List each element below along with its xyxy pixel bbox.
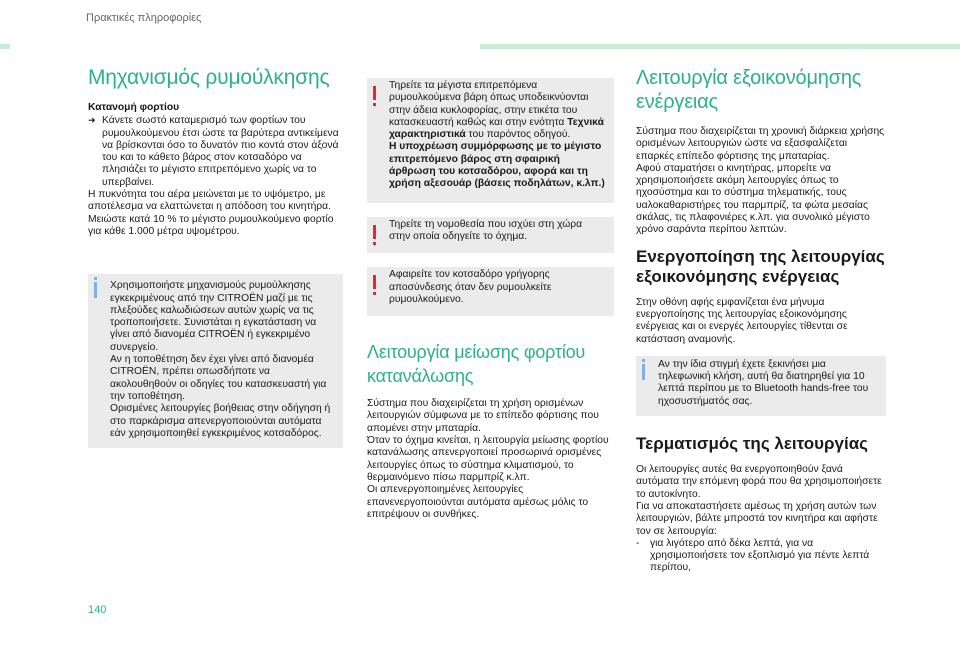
exit-heading: Τερματισμός της λειτουργίας bbox=[636, 434, 869, 454]
warning-box-weights bbox=[367, 78, 614, 203]
warn1-text1: Τηρείτε τα μέγιστα επιτρεπόμενα ρυμουλκούμενα βάρη όπως υποδεικνύονται στην άδεια κυκλοφορίας, στην ετικέτα του κατασκευαστή καθώς και στην ενότητα bbox=[389, 80, 589, 128]
info-box-call bbox=[636, 356, 886, 416]
activation-heading: Ενεργοποίηση της λειτουργίας εξοικονόμησης ενέργειας bbox=[636, 246, 885, 286]
info-p3: Ορισμένες λειτουργίες βοήθειας στην οδήγηση ή στο παρκάρισμα απενεργοποιούνται αυτόματα εάν χρησιμοποιηθεί εγκεκριμένος κοτσαδόρος. bbox=[110, 403, 331, 439]
warning-icon bbox=[373, 86, 376, 100]
load-shedding-p1: Σύστημα που διαχειρίζεται τη χρήση ορισμένων λειτουργιών σύμφωνα με το επίπεδο φόρτισης που απομένει στην μπαταρία. bbox=[367, 398, 599, 434]
exit-list-text: για λιγότερο από δέκα λεπτά, για να χρησιμοποιήσετε τον εξοπλισμό για πέντε λεπτά περίπου, bbox=[650, 537, 870, 574]
header-rule-left bbox=[0, 44, 10, 49]
load-shedding-p2: Όταν το όχημα κινείται, η λειτουργία μείωσης φορτίου κατανάλωσης απενεργοποιεί προσωρινά ορισμένες λειτουργίες όπως το σύστημα κλιματισμού, το θερμαινόμενο πίσω παρμπρίζ κ.λπ. bbox=[367, 435, 609, 483]
warning-box-legislation bbox=[367, 217, 614, 254]
warn1-text2: του παρόντος οδηγού. bbox=[465, 129, 571, 141]
info-p2: Αν η τοποθέτηση δεν έχει γίνει από διανομέα CITROËN, πρέπει οπωσδήποτε να ακολουθηθούν οι οδηγίες του κατασκευαστή για την τοποθέτηση. bbox=[110, 354, 327, 402]
section-header: Πρακτικές πληροφορίες bbox=[86, 12, 202, 24]
warning-box-towbar bbox=[367, 267, 614, 316]
dash-bullet: - bbox=[636, 537, 640, 549]
load-bullet-text: Κάνετε σωστό καταμερισμό των φορτίων του ρυμουλκούμενου έτσι ώστε τα βαρύτερα αντικείμενα να βρίσκονται όσο το δυνατόν πιο κοντά στον άξονά του και το κάθετο βάρος στον κοτσαδόρο να πλησιάζει το μέγιστο επιτρεπόμενο χωρίς να το υπερβαίνει. bbox=[102, 115, 339, 188]
column-warnings bbox=[367, 78, 614, 521]
energy-p2: Αφού σταματήσει ο κινητήρας, μπορείτε να χρησιμοποιήσετε ακόμη λειτουργίες όπως το ηχοσύστημα και το σύστημα τηλεματικής, τους υαλοκαθαριστήρες του παρμπρίζ, τα φώτα μεσαίας σκάλας, τις πλαφονιέρες κ.λπ. για συνολικό μέγιστο χρόνο σαράντα περίπου λεπτών. bbox=[636, 162, 870, 236]
column-towing bbox=[88, 66, 343, 448]
towing-title: Μηχανισμός ρυμούλκησης bbox=[88, 66, 330, 89]
load-shedding-p3: Οι απενεργοποιημένες λειτουργίες επανενεργοποιούνται αυτόματα αμέσως μόλις το επιτρέψουν οι συνθήκες. bbox=[367, 484, 589, 520]
warn1-bold-para: Η υποχρέωση συμμόρφωσης με το μέγιστο επιτρεπόμενο βάρος στη σφαιρική άρθρωση του κοτσαδόρου, αφορά και τη χρήση αξεσουάρ (βάσεις ποδηλάτων, κ.λπ.) bbox=[389, 141, 605, 190]
activation-p: Στην οθόνη αφής εμφανίζεται ένα μήνυμα ενεργοποίησης της λειτουργίας εξοικονόμησης ενέργειας και οι ενεργές λειτουργίες τίθενται σε κατάσταση αναμονής. bbox=[636, 296, 848, 345]
info-icon bbox=[94, 282, 97, 298]
load-distribution-subtitle: Κατανομή φορτίου bbox=[88, 102, 180, 113]
exit-p1: Οι λειτουργίες αυτές θα ενεργοποιηθούν ξανά αυτόματα την επόμενη φορά που θα χρησιμοποιήσετε το αυτοκίνητο. bbox=[636, 464, 882, 500]
load-bullet bbox=[88, 114, 343, 189]
warning-icon bbox=[373, 275, 376, 289]
energy-economy-title: Λειτουργία εξοικονόμησης ενέργειας bbox=[636, 67, 862, 113]
page-number: 140 bbox=[88, 604, 107, 616]
header-rule bbox=[480, 44, 960, 49]
exit-p2: Για να αποκαταστήσετε αμέσως τη χρήση αυτών των λειτουργιών, βάλτε μπροστά τον κινητήρα και αφήστε τον σε λειτουργία: bbox=[636, 500, 878, 537]
info-p1: Χρησιμοποιήστε μηχανισμούς ρυμούλκησης εγκεκριμένους από την CITROËN μαζί με τις πλεξούδες καλωδιώσεων αυτών χωρίς να τις τροποποιήσετε. Συνιστάται η εγκατάσταση να γίνει από διανομέα CITROËN ή εγκεκριμένο συνεργείο. bbox=[110, 280, 317, 353]
air-density-paragraph: Η πυκνότητα του αέρα μειώνεται με το υψόμετρο, με αποτέλεσμα να ελαττώνεται η απόδοση του κινητήρα. Μειώστε κατά 10 % το μέγιστο ρυμουλκούμενο φορτίο για κάθε 1.000 μέτρα υψομέτρου. bbox=[88, 189, 334, 237]
arrow-bullet-icon: ➜ bbox=[88, 115, 96, 126]
warning-towbar-text: Αφαιρείτε τον κοτσαδόρο γρήγορης αποσύνδεσης όταν δεν ρυμουλκείτε ρυμουλκούμενο. bbox=[389, 269, 552, 305]
warning-weights-text bbox=[389, 80, 606, 141]
column-energy-economy bbox=[636, 66, 886, 575]
warn1-bold-link: Τεχνικά χαρακτηριστικά bbox=[389, 116, 604, 141]
energy-p1: Σύστημα που διαχειρίζεται τη χρονική διάρκεια χρήσης ορισμένων λειτουργιών ώστε να εξασφαλίζεται επαρκές επίπεδο φόρτισης της μπαταρίας. bbox=[636, 126, 885, 162]
info-icon bbox=[642, 364, 645, 380]
exit-list-item bbox=[636, 538, 886, 575]
warning-icon bbox=[373, 225, 376, 239]
info-box-towing bbox=[88, 274, 343, 448]
warning-legislation-text: Τηρείτε τη νομοθεσία που ισχύει στη χώρα στην οποία οδηγείτε το όχημα. bbox=[389, 218, 583, 242]
info-call-text: Αν την ίδια στιγμή έχετε ξεκινήσει μια τηλεφωνική κλήση, αυτή θα διατηρηθεί για 10 λεπτά περίπου με το Bluetooth hands-free του ηχοσυστήματός σας. bbox=[658, 358, 869, 407]
load-shedding-title: Λειτουργία μείωσης φορτίου κατανάλωσης bbox=[367, 342, 586, 387]
